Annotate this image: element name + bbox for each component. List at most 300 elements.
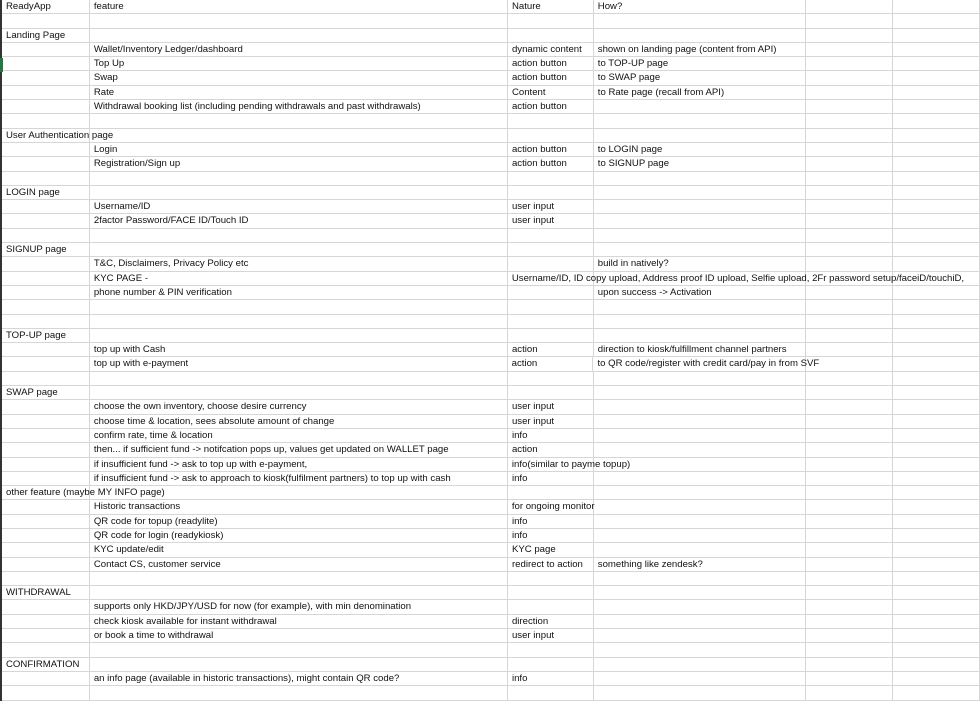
cell[interactable] <box>90 114 508 128</box>
cell[interactable] <box>2 257 90 271</box>
cell[interactable] <box>90 643 508 657</box>
cell[interactable] <box>893 143 980 157</box>
cell[interactable] <box>2 200 90 214</box>
cell[interactable] <box>806 200 893 214</box>
cell[interactable] <box>90 658 508 672</box>
cell[interactable]: if insufficient fund -> ask to approach to kiosk(fulfilment partners) to top up with cash <box>90 472 508 486</box>
sheet-row <box>2 343 980 357</box>
cell[interactable] <box>594 672 807 686</box>
cell[interactable] <box>893 386 980 400</box>
cell[interactable] <box>594 686 807 700</box>
cell[interactable] <box>806 43 893 57</box>
cell[interactable] <box>893 129 980 143</box>
cell[interactable] <box>893 472 980 486</box>
cell[interactable] <box>508 114 594 128</box>
cell[interactable] <box>594 586 807 600</box>
cell[interactable] <box>893 400 980 414</box>
cell[interactable]: info(similar to payme topup) <box>508 458 594 472</box>
cell[interactable] <box>594 14 807 28</box>
cell[interactable] <box>2 600 90 614</box>
cell[interactable] <box>893 515 980 529</box>
cell[interactable] <box>594 415 807 429</box>
cell[interactable] <box>806 486 893 500</box>
cell[interactable] <box>893 86 980 100</box>
cell[interactable] <box>90 586 508 600</box>
cell[interactable] <box>90 300 508 314</box>
cell[interactable] <box>2 300 90 314</box>
cell[interactable]: if insufficient fund -> ask to top up with e-payment, <box>90 458 508 472</box>
cell[interactable] <box>893 686 980 700</box>
cell[interactable]: action button <box>508 57 594 71</box>
cell[interactable]: Wallet/Inventory Ledger/dashboard <box>90 43 508 57</box>
cell[interactable] <box>2 615 90 629</box>
cell[interactable] <box>594 386 807 400</box>
cell[interactable]: direction to kiosk/fulfillment channel partners <box>594 343 807 357</box>
cell[interactable]: action button <box>508 71 594 85</box>
cell[interactable] <box>594 600 807 614</box>
cell[interactable]: confirm rate, time & location <box>90 429 508 443</box>
cell[interactable]: LOGIN page <box>2 186 90 200</box>
cell[interactable] <box>90 229 508 243</box>
cell[interactable] <box>2 143 90 157</box>
cell[interactable]: top up with e-payment <box>90 357 508 371</box>
cell[interactable] <box>2 472 90 486</box>
cell[interactable]: action button <box>508 157 594 171</box>
cell[interactable] <box>2 172 90 186</box>
cell[interactable]: CONFIRMATION <box>2 658 90 672</box>
sheet-row <box>2 429 980 443</box>
cell[interactable] <box>806 400 893 414</box>
cell[interactable] <box>893 643 980 657</box>
cell[interactable] <box>594 643 807 657</box>
cell[interactable]: for ongoing monitor <box>508 500 594 514</box>
cell[interactable] <box>508 243 594 257</box>
cell[interactable]: Swap <box>90 71 508 85</box>
cell[interactable]: shown on landing page (content from API) <box>594 43 807 57</box>
cell[interactable]: other feature (maybe MY INFO page) <box>2 486 90 500</box>
cell[interactable] <box>90 14 508 28</box>
cell[interactable] <box>90 315 508 329</box>
cell[interactable] <box>806 643 893 657</box>
cell[interactable]: build in natively? <box>594 257 807 271</box>
cell[interactable]: check kiosk available for instant withdrawal <box>90 615 508 629</box>
cell[interactable] <box>2 415 90 429</box>
cell[interactable] <box>806 29 893 43</box>
cell[interactable] <box>806 157 893 171</box>
cell[interactable]: info <box>508 429 594 443</box>
cell[interactable]: User Authentication page <box>2 129 90 143</box>
cell[interactable] <box>893 214 980 228</box>
cell[interactable] <box>806 586 893 600</box>
cell[interactable]: user input <box>508 415 594 429</box>
sheet-row <box>2 43 980 57</box>
cell[interactable] <box>2 286 90 300</box>
cell[interactable] <box>806 343 893 357</box>
sheet-row <box>2 515 980 529</box>
cell[interactable]: KYC page <box>508 543 594 557</box>
cell[interactable] <box>594 172 807 186</box>
cell[interactable]: Login <box>90 143 508 157</box>
cell[interactable]: 2factor Password/FACE ID/Touch ID <box>90 214 508 228</box>
cell[interactable] <box>2 643 90 657</box>
cell[interactable] <box>508 572 594 586</box>
cell[interactable] <box>893 329 980 343</box>
cell[interactable] <box>806 458 893 472</box>
cell[interactable] <box>90 686 508 700</box>
cell[interactable] <box>594 400 807 414</box>
cell[interactable] <box>594 372 807 386</box>
cell[interactable] <box>508 286 594 300</box>
cell[interactable]: supports only HKD/JPY/USD for now (for example), with min denomination <box>90 600 508 614</box>
cell[interactable] <box>806 243 893 257</box>
cell[interactable] <box>594 300 807 314</box>
cell[interactable] <box>893 14 980 28</box>
cell[interactable] <box>508 300 594 314</box>
cell[interactable] <box>893 200 980 214</box>
cell[interactable]: action <box>508 443 594 457</box>
cell[interactable] <box>806 515 893 529</box>
cell[interactable] <box>2 686 90 700</box>
cell[interactable]: Registration/Sign up <box>90 157 508 171</box>
cell[interactable] <box>806 186 893 200</box>
cell[interactable] <box>2 400 90 414</box>
cell[interactable]: Withdrawal booking list (including pending withdrawals and past withdrawals) <box>90 100 508 114</box>
cell[interactable] <box>2 558 90 572</box>
cell[interactable] <box>2 672 90 686</box>
cell[interactable] <box>90 29 508 43</box>
cell[interactable]: redirect to action <box>508 558 594 572</box>
cell[interactable] <box>893 100 980 114</box>
cell[interactable] <box>594 200 807 214</box>
cell[interactable]: Nature <box>508 0 594 14</box>
cell[interactable]: direction <box>508 615 594 629</box>
cell[interactable]: to LOGIN page <box>594 143 807 157</box>
cell[interactable] <box>893 572 980 586</box>
cell[interactable] <box>594 486 807 500</box>
sheet-row <box>2 415 980 429</box>
cell[interactable] <box>893 357 980 371</box>
cell[interactable]: then... if sufficient fund -> notifcation pops up, values get updated on WALLET page <box>90 443 508 457</box>
cell[interactable]: feature <box>90 0 508 14</box>
cell[interactable]: Contact CS, customer service <box>90 558 508 572</box>
cell[interactable] <box>893 157 980 171</box>
cell[interactable] <box>893 343 980 357</box>
cell[interactable]: Username/ID <box>90 200 508 214</box>
cell[interactable] <box>508 686 594 700</box>
cell[interactable] <box>806 286 893 300</box>
cell[interactable] <box>806 57 893 71</box>
cell[interactable] <box>806 386 893 400</box>
cell[interactable]: ReadyApp <box>2 0 90 14</box>
cell[interactable]: choose the own inventory, choose desire currency <box>90 400 508 414</box>
cell[interactable] <box>594 429 807 443</box>
cell[interactable] <box>90 386 508 400</box>
cell[interactable] <box>2 500 90 514</box>
cell[interactable] <box>893 243 980 257</box>
cell[interactable] <box>2 315 90 329</box>
cell[interactable] <box>806 615 893 629</box>
cell[interactable] <box>893 0 980 14</box>
cell[interactable] <box>893 600 980 614</box>
cell[interactable] <box>2 272 90 286</box>
cell[interactable] <box>893 257 980 271</box>
cell[interactable] <box>806 443 893 457</box>
cell[interactable]: an info page (available in historic transactions), might contain QR code? <box>90 672 508 686</box>
cell[interactable]: something like zendesk? <box>594 558 807 572</box>
cell[interactable] <box>90 372 508 386</box>
cell[interactable] <box>893 315 980 329</box>
cell[interactable]: to SWAP page <box>594 71 807 85</box>
cell[interactable] <box>893 629 980 643</box>
cell[interactable] <box>806 214 893 228</box>
cell[interactable]: phone number & PIN verification <box>90 286 508 300</box>
cell[interactable] <box>806 143 893 157</box>
cell[interactable] <box>594 515 807 529</box>
cell[interactable] <box>806 71 893 85</box>
cell[interactable] <box>893 372 980 386</box>
cell[interactable] <box>90 243 508 257</box>
cell[interactable] <box>893 114 980 128</box>
cell[interactable] <box>806 86 893 100</box>
cell[interactable] <box>893 529 980 543</box>
cell[interactable]: user input <box>508 629 594 643</box>
sheet-row <box>2 243 980 257</box>
cell[interactable] <box>508 372 594 386</box>
cell[interactable] <box>90 172 508 186</box>
cell[interactable] <box>594 629 807 643</box>
cell[interactable] <box>2 114 90 128</box>
cell[interactable] <box>2 43 90 57</box>
cell[interactable]: top up with Cash <box>90 343 508 357</box>
cell[interactable]: action button <box>508 100 594 114</box>
cell[interactable] <box>2 515 90 529</box>
cell[interactable]: SWAP page <box>2 386 90 400</box>
cell[interactable] <box>2 14 90 28</box>
cell[interactable] <box>594 114 807 128</box>
cell[interactable] <box>594 543 807 557</box>
cell[interactable] <box>806 114 893 128</box>
cell[interactable]: SIGNUP page <box>2 243 90 257</box>
sheet-row <box>2 615 980 629</box>
cell[interactable] <box>2 229 90 243</box>
cell[interactable] <box>806 658 893 672</box>
cell[interactable] <box>90 572 508 586</box>
cell[interactable] <box>893 186 980 200</box>
cell[interactable] <box>2 100 90 114</box>
cell[interactable] <box>806 129 893 143</box>
cell[interactable] <box>594 658 807 672</box>
cell[interactable] <box>594 186 807 200</box>
cell[interactable] <box>2 629 90 643</box>
cell[interactable]: KYC update/edit <box>90 543 508 557</box>
cell[interactable] <box>893 415 980 429</box>
cell[interactable]: to Rate page (recall from API) <box>594 86 807 100</box>
cell[interactable] <box>893 429 980 443</box>
cell[interactable] <box>806 357 893 371</box>
cell[interactable] <box>2 372 90 386</box>
cell[interactable] <box>594 100 807 114</box>
cell[interactable] <box>90 329 508 343</box>
sheet-row <box>2 543 980 557</box>
cell[interactable] <box>508 172 594 186</box>
cell[interactable] <box>2 529 90 543</box>
cell[interactable] <box>594 29 807 43</box>
cell[interactable] <box>806 429 893 443</box>
cell[interactable]: to QR code/register with credit card/pay in from SVF <box>593 357 806 371</box>
cell[interactable] <box>806 372 893 386</box>
cell[interactable] <box>2 458 90 472</box>
cell[interactable] <box>893 543 980 557</box>
cell[interactable]: upon success -> Activation <box>594 286 807 300</box>
cell[interactable] <box>594 615 807 629</box>
cell[interactable] <box>508 386 594 400</box>
cell[interactable]: T&C, Disclaimers, Privacy Policy etc <box>90 257 508 271</box>
cell[interactable] <box>508 129 594 143</box>
cell[interactable] <box>893 172 980 186</box>
cell[interactable] <box>508 14 594 28</box>
sheet-row <box>2 214 980 228</box>
cell[interactable] <box>508 315 594 329</box>
cell[interactable] <box>2 86 90 100</box>
cell[interactable] <box>893 586 980 600</box>
cell[interactable] <box>893 286 980 300</box>
cell[interactable]: action <box>508 343 594 357</box>
cell[interactable]: TOP-UP page <box>2 329 90 343</box>
cell[interactable] <box>806 257 893 271</box>
cell[interactable] <box>893 658 980 672</box>
cell[interactable] <box>2 57 90 71</box>
cell[interactable] <box>893 500 980 514</box>
cell[interactable] <box>2 443 90 457</box>
cell[interactable] <box>508 600 594 614</box>
cell[interactable] <box>2 343 90 357</box>
cell[interactable] <box>90 186 508 200</box>
cell[interactable] <box>594 229 807 243</box>
sheet-row <box>2 386 980 400</box>
cell[interactable] <box>806 315 893 329</box>
cell[interactable]: Username/ID, ID copy upload, Address proof ID upload, Selfie upload, 2Fr password setup/faceiD/touchiD, <box>508 272 594 286</box>
cell[interactable] <box>893 486 980 500</box>
cell[interactable]: user input <box>508 214 594 228</box>
cell[interactable] <box>594 472 807 486</box>
cell[interactable] <box>806 0 893 14</box>
cell[interactable] <box>806 529 893 543</box>
cell[interactable] <box>594 315 807 329</box>
cell[interactable] <box>2 357 90 371</box>
cell[interactable] <box>594 214 807 228</box>
cell[interactable] <box>508 658 594 672</box>
cell[interactable] <box>2 71 90 85</box>
cell[interactable]: Historic transactions <box>90 500 508 514</box>
cell[interactable] <box>508 229 594 243</box>
cell[interactable] <box>893 43 980 57</box>
cell[interactable] <box>594 329 807 343</box>
cell[interactable] <box>806 629 893 643</box>
cell[interactable] <box>806 672 893 686</box>
cell[interactable] <box>508 586 594 600</box>
cell[interactable]: to TOP-UP page <box>594 57 807 71</box>
cell[interactable] <box>806 558 893 572</box>
cell[interactable] <box>893 458 980 472</box>
cell[interactable] <box>806 472 893 486</box>
cell[interactable] <box>2 543 90 557</box>
cell[interactable] <box>806 329 893 343</box>
cell[interactable] <box>508 329 594 343</box>
sheet-row <box>2 315 980 329</box>
cell[interactable] <box>2 429 90 443</box>
cell[interactable] <box>806 100 893 114</box>
cell[interactable]: Top Up <box>90 57 508 71</box>
cell[interactable] <box>893 672 980 686</box>
cell[interactable]: action button <box>508 143 594 157</box>
cell[interactable]: info <box>508 515 594 529</box>
cell[interactable] <box>893 558 980 572</box>
cell[interactable] <box>806 600 893 614</box>
cell[interactable] <box>2 214 90 228</box>
cell[interactable]: info <box>508 529 594 543</box>
cell[interactable]: Rate <box>90 86 508 100</box>
cell[interactable]: action <box>508 357 594 371</box>
cell[interactable] <box>508 186 594 200</box>
cell[interactable] <box>806 500 893 514</box>
cell[interactable] <box>806 543 893 557</box>
cell[interactable]: WITHDRAWAL <box>2 586 90 600</box>
cell[interactable] <box>893 29 980 43</box>
cell[interactable]: to SIGNUP page <box>594 157 807 171</box>
cell[interactable] <box>893 615 980 629</box>
cell[interactable] <box>594 500 807 514</box>
cell[interactable]: How? <box>594 0 807 14</box>
cell[interactable]: choose time & location, sees absolute amount of change <box>90 415 508 429</box>
cell[interactable] <box>893 443 980 457</box>
cell[interactable]: QR code for topup (readylite) <box>90 515 508 529</box>
cell[interactable]: user input <box>508 400 594 414</box>
cell[interactable] <box>806 300 893 314</box>
cell[interactable]: or book a time to withdrawal <box>90 629 508 643</box>
cell[interactable] <box>806 686 893 700</box>
cell[interactable] <box>508 29 594 43</box>
cell[interactable] <box>806 415 893 429</box>
cell[interactable] <box>90 129 508 143</box>
cell[interactable] <box>594 243 807 257</box>
cell[interactable]: QR code for login (readykiosk) <box>90 529 508 543</box>
cell[interactable] <box>594 443 807 457</box>
cell[interactable] <box>594 529 807 543</box>
cell[interactable] <box>2 157 90 171</box>
cell[interactable] <box>806 229 893 243</box>
cell[interactable] <box>806 572 893 586</box>
cell[interactable] <box>893 229 980 243</box>
cell[interactable] <box>2 572 90 586</box>
cell[interactable] <box>508 643 594 657</box>
cell[interactable]: KYC PAGE - <box>90 272 508 286</box>
cell[interactable] <box>594 572 807 586</box>
cell[interactable] <box>893 300 980 314</box>
cell[interactable] <box>508 257 594 271</box>
cell[interactable] <box>806 172 893 186</box>
cell[interactable] <box>508 486 594 500</box>
cell[interactable]: info <box>508 472 594 486</box>
cell[interactable]: info <box>508 672 594 686</box>
cell[interactable]: Content <box>508 86 594 100</box>
cell[interactable]: dynamic content <box>508 43 594 57</box>
cell[interactable] <box>594 129 807 143</box>
cell[interactable] <box>893 71 980 85</box>
cell[interactable]: Landing Page <box>2 29 90 43</box>
cell[interactable]: user input <box>508 200 594 214</box>
cell[interactable] <box>893 57 980 71</box>
cell[interactable] <box>806 14 893 28</box>
